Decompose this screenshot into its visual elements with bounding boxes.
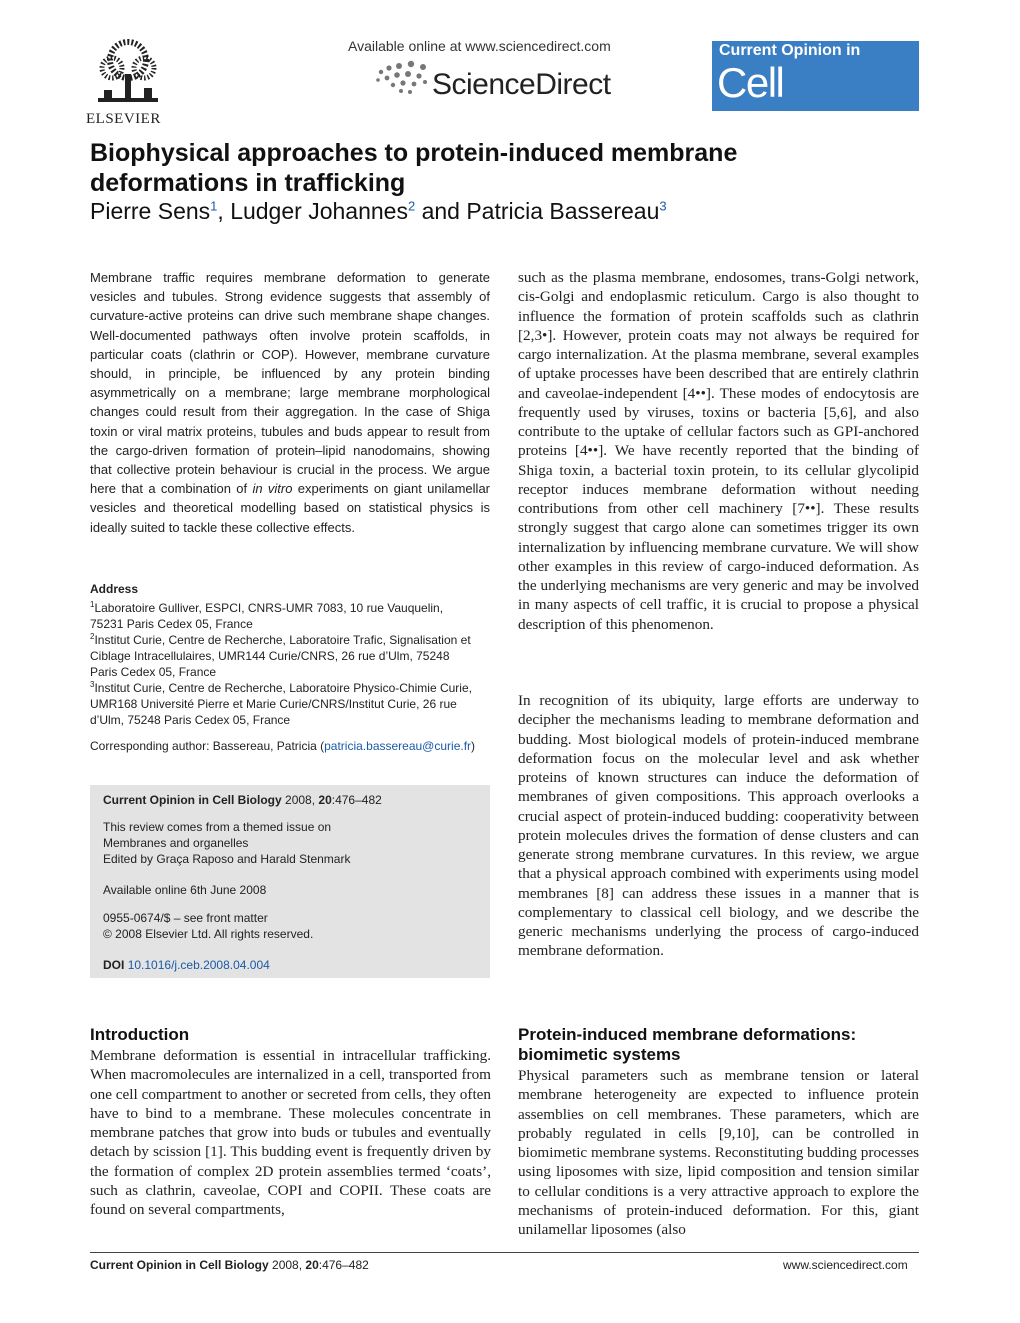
available-online-text: Available online at www.sciencedirect.com [348,38,611,54]
article-title: Biophysical approaches to protein-induced membrane deformations in trafficking [90,139,738,197]
address-line: Institut Curie, Centre de Recherche, Laboratoire Physico-Chimie Curie, [94,681,472,695]
section2-paragraph: Physical parameters such as membrane tension or lateral membrane heterogeneity are expected to influence protein assemblies on cell membranes. These parameters, which are probably regulated in cells [9,10], can be controlled in biomimetic membrane systems. Reconstituting budding processes using liposomes with size, lipid composition and tension similar to cellular conditions is a very attractive approach to explore the mechanisms of protein-induced deformation. For this, giant unilamellar liposomes (also [518,1067,919,1238]
doi-link[interactable]: 10.1016/j.ceb.2008.04.004 [127,958,270,972]
footer-divider [90,1252,919,1253]
affiliation-mark[interactable]: 1 [210,198,218,214]
address-line: Paris Cedex 05, France [90,665,217,679]
footer-url-link[interactable]: www.sciencedirect.com [783,1258,908,1272]
introduction-paragraph: Membrane deformation is essential in intracellular trafficking. When macromolecules are internalized in a cell, transported from one cell compartment to another or secreted from cells, they often have to bind to a membrane. These molecules concentrate in membrane patches that grow into buds or tubules and eventually detach by scission [1]. This budding event is frequently driven by the formation of complex 2D protein assemblies termed ‘coats’, such as clathrin, caveolae, COPI and COPII. These coats are found on several compartments, [90,1047,491,1218]
journal-name: Current Opinion in Cell Biology [103,793,282,807]
corresponding-author [90,739,492,753]
section-heading-line: biomimetic systems [518,1045,681,1064]
footer-citation [90,1258,369,1272]
available-date: Available online 6th June 2008 [103,883,267,897]
body-paragraph: In recognition of its ubiquity, large efforts are underway to decipher the mechanisms leading to membrane deformation and budding. Most biological models of protein-induced membrane deformation focus on the molecular level and ask whether proteins of known structures can induce the deformation of membranes of given compositions. This approach overlooks a crucial aspect of protein-induced budding: cooperativity between protein molecules drives the formation of dense clusters and can generate strong membrane curvatures. In this review, we argue that a physical approach combined with experiments using model membranes [8] can address these issues in a manner that is complementary to classical cell biology, and we describe the generic mechanisms underlying the process of cargo-induced membrane deformation. [518,692,919,960]
issn-line: 0955-0674/$ – see front matter [103,911,268,925]
doi-line [103,957,270,973]
publisher-name: ELSEVIER [86,111,161,127]
author-name: Patricia Bassereau [466,198,660,224]
citation-year: 2008, [285,793,316,807]
editors-line: Edited by Graça Raposo and Harald Stenmark [103,852,351,866]
section-heading-line: Protein-induced membrane deformations: [518,1025,857,1044]
address-line: Institut Curie, Centre de Recherche, Laboratoire Trafic, Signalisation et [94,633,471,647]
footer-volume: 20 [305,1258,319,1272]
author-name: Ludger Johannes [230,198,408,224]
address-heading: Address [90,582,139,596]
sciencedirect-wordmark: ScienceDirect [432,68,611,101]
abstract-italic: in vitro [252,481,293,497]
abstract-text: Membrane traffic requires membrane deformation to generate vesicles and tubules. Strong evidence suggests that assembly of curvature-active proteins can drive such membrane shape changes. Well-documented pathways often involve protein scaffolds, in particular coats (clathrin or COP). However, membrane curvature should, in principle, be influenced by any protein binding asymmetrically on a membrane; large membrane morphological changes could result from their aggregation. In the case of Shiga toxin or viral matrix proteins, tubules and buds appear to result from the cargo-driven formation of protein–lipid nanodomains, showing that collective protein behaviour is crucial in the process. We argue here that a combination of [90,270,490,497]
address-line: d’Ulm, 75248 Paris Cedex 05, France [90,713,291,727]
article-info-box [90,785,490,978]
footer-journal: Current Opinion in Cell Biology [90,1258,269,1272]
address-line: Ciblage Intracellulaires, UMR144 Curie/CNRS, 26 rue d’Ulm, 75248 [90,649,450,663]
address-number: 2 [90,632,95,641]
address-line: 75231 Paris Cedex 05, France [90,617,253,631]
author-list [90,198,667,225]
address-item [90,629,492,680]
address-item [90,677,492,728]
author-separator: , [217,198,231,224]
affiliation-mark[interactable]: 3 [659,198,667,214]
affiliation-mark[interactable]: 2 [407,198,416,214]
doi-label: DOI [103,958,125,972]
section-heading-biomimetic [518,1025,856,1065]
journal-logo [712,41,919,158]
address-number: 1 [90,600,95,609]
section-heading-introduction: Introduction [90,1025,190,1044]
author-name: Pierre Sens [90,198,211,224]
elsevier-tree-logo [88,38,168,110]
footer-year: 2008, [272,1258,303,1272]
corresponding-close: ) [471,739,476,753]
address-item [90,597,492,632]
corresponding-email-link[interactable]: patricia.bassereau@curie.fr [324,739,472,753]
address-line: UMR168 Université Pierre et Marie Curie/CNRS/Institut Curie, 26 rue [90,697,457,711]
footer-pages: :476–482 [318,1258,369,1272]
address-line: Laboratoire Gulliver, ESPCI, CNRS-UMR 7083, 10 rue Vauquelin, [94,601,444,615]
journal-logo-big: Cell Biology [717,59,845,158]
citation-pages: :476–482 [331,793,382,807]
copyright-line: © 2008 Elsevier Ltd. All rights reserved. [103,927,314,941]
body-paragraph: such as the plasma membrane, endosomes, trans-Golgi network, cis-Golgi and endoplasmic reticulum. Cargo is also thought to influence the formation of protein scaffolds such as clathrin [2,3•]. However, protein coats may not always be required for cargo internalization. At the plasma membrane, several examples of uptake processes have been described that are entirely clathrin and caveolae-independent [4••]. These modes of endocytosis are frequently used by viruses, toxins or bacteria [5,6], and also contribute to the uptake of cellular factors such as GPI-anchored proteins [4••]. We have recently reported that the binding of Shiga toxin, a bacterial toxin protein, to its cellular glycolipid receptor induces membrane deformation without needing contributions from other cell machinery [7••]. These results strongly suggest that cargo alone can sometimes trigger its own internalization by influencing membrane curvature. We will show other examples in this review of cargo-induced deformation. As the underlying mechanisms are very generic and may be involved in many aspects of cell traffic, it is crucial to propose a physical description of this phenomenon. [518,269,919,633]
theme-name: Membranes and organelles [103,836,249,850]
abstract [90,268,490,537]
corresponding-label: Corresponding author: Bassereau, Patricia ( [90,739,325,753]
address-number: 3 [90,680,95,689]
author-separator: and [415,198,467,224]
journal-logo-small: Current Opinion in [719,42,861,59]
citation-volume: 20 [318,793,332,807]
citation-line [103,792,382,808]
theme-line: This review comes from a themed issue on [103,820,332,834]
abstract-text-end: experiments on giant unilamellar vesicles and theoretical modelling based on statistical physics is ideally suited to tackle these collective effects. [90,481,490,535]
